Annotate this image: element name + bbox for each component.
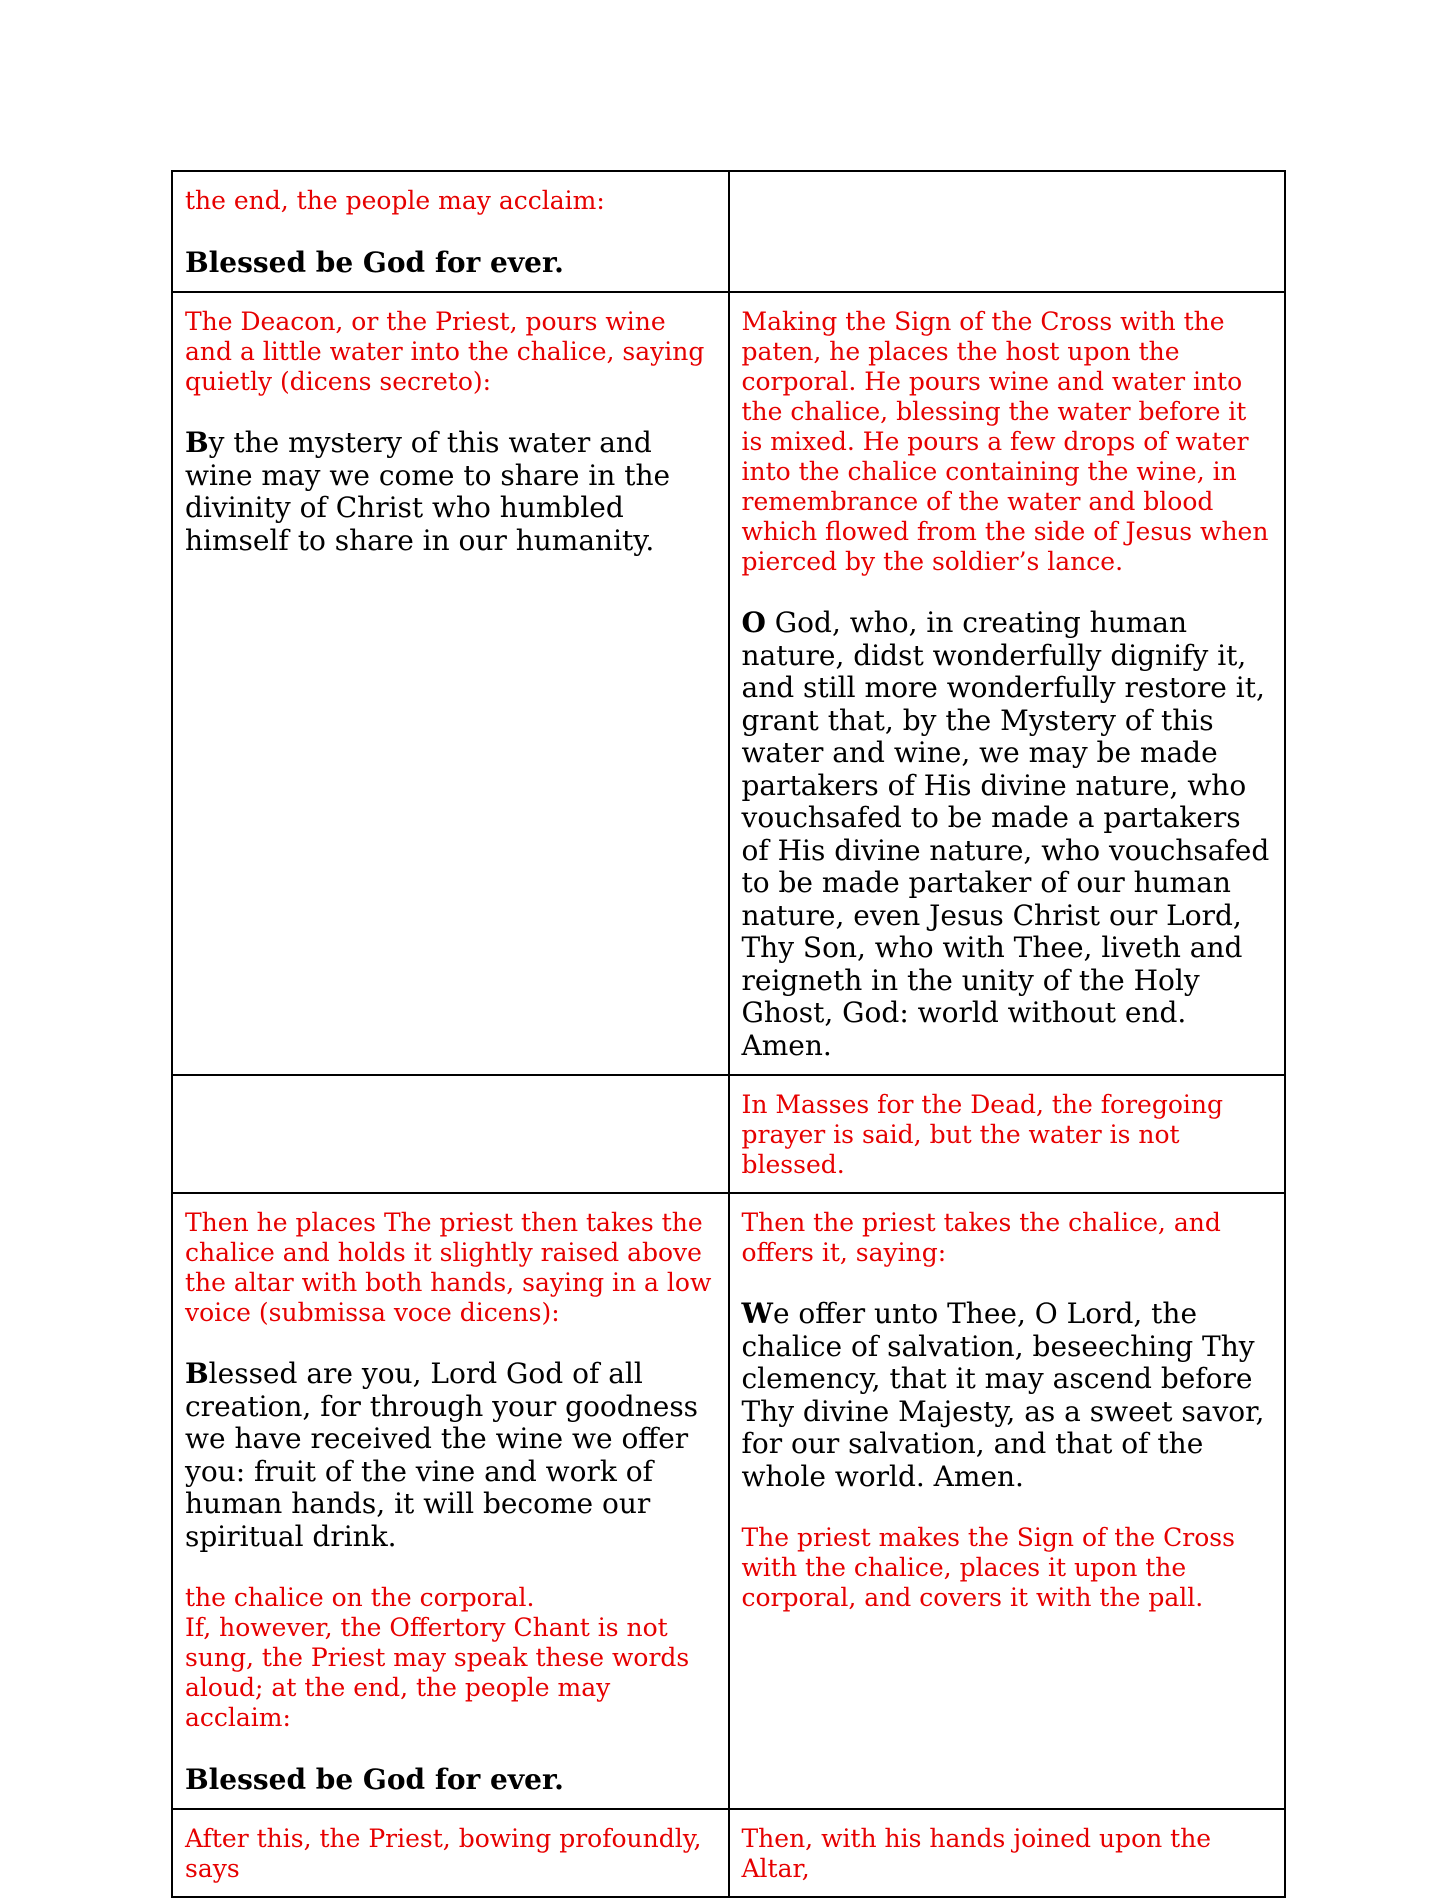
prayer-body: lessed are you, Lord God of all creation, for through your goodness we have received the wine we offer you: fruit of the vine and work of human hands, it will become our spiritual drink. <box>185 1357 699 1553</box>
prayer-initial: B <box>185 426 209 459</box>
table-row <box>172 1075 1285 1193</box>
right-cell <box>729 171 1286 292</box>
right-cell <box>729 1193 1286 1809</box>
prayer-text <box>742 1298 1273 1493</box>
prayer-initial: B <box>185 1357 209 1390</box>
rubric-text: Making the Sign of the Cross with the paten, he places the host upon the corporal. He pours wine and water into the chalice, blessing the water before it is mixed. He pours a few drops of water into the chalice containing the wine, in remembrance of the water and blood which flowed from the side of Jesus when pierced by the soldier’s lance. <box>741 307 1269 576</box>
rubric-text: After this, the Priest, bowing profoundly, says <box>185 1824 702 1883</box>
prayer-text <box>742 607 1273 1062</box>
rubric-text-2a: the chalice on the corporal. <box>185 1583 535 1612</box>
rubric-text: Then he places The priest then takes the chalice and holds it slightly raised above the altar with both hands, saying in a low voice (submissa voce dicens): <box>185 1208 712 1327</box>
rubric-text: Then the priest takes the chalice, and offers it, saying: <box>741 1208 1221 1267</box>
rubric-text-2: The priest makes the Sign of the Cross with the chalice, places it upon the corporal, and covers it with the pall. <box>741 1523 1235 1612</box>
left-cell <box>172 292 729 1075</box>
prayer-text <box>185 1358 716 1553</box>
rubric-text: In Masses for the Dead, the foregoing prayer is said, but the water is not blessed. <box>741 1090 1223 1179</box>
prayer-initial: O <box>741 606 766 639</box>
left-cell <box>172 1193 729 1809</box>
prayer-text <box>185 427 716 557</box>
rubric-text-2b: If, however, the Offertory Chant is not sung, the Priest may speak these words aloud; at the end, the people may acclaim: <box>185 1613 690 1732</box>
right-cell <box>729 1075 1286 1193</box>
prayer-initial: W <box>741 1297 773 1330</box>
prayer-body: y the mystery of this water and wine may we come to share in the divinity of Christ who humbled himself to share in our humanity. <box>185 426 671 557</box>
people-response: Blessed be God for ever. <box>185 1763 564 1796</box>
left-cell <box>172 171 729 292</box>
table-row <box>172 171 1285 292</box>
prayer-body: e offer unto Thee, O Lord, the chalice of salvation, beseeching Thy clemency, that it may ascend before Thy divine Majesty, as a sweet savor, for our salvation, and that of the whole world. Amen. <box>741 1297 1265 1493</box>
prayer-body: God, who, in creating human nature, didst wonderfully dignify it, and still more wonderfully restore it, grant that, by the Mystery of this water and wine, we may be made partakers of His divine nature, who vouchsafed to be made a partakers of His divine nature, who vouchsafed to be made partaker of our human nature, even Jesus Christ our Lord, Thy Son, who with Thee, liveth and reigneth in the unity of the Holy Ghost, God: world without end. Amen. <box>741 606 1270 1062</box>
rubric-text: The Deacon, or the Priest, pours wine and a little water into the chalice, saying quietly (dicens secreto): <box>185 307 705 396</box>
right-cell <box>729 292 1286 1075</box>
table-row <box>172 1193 1285 1809</box>
rubric-text: the end, the people may acclaim: <box>185 186 605 215</box>
people-response: Blessed be God for ever. <box>185 246 564 279</box>
rubric-text: Then, with his hands joined upon the Altar, <box>741 1824 1212 1883</box>
table-row <box>172 292 1285 1075</box>
liturgy-table <box>171 170 1286 1898</box>
left-cell <box>172 1075 729 1193</box>
